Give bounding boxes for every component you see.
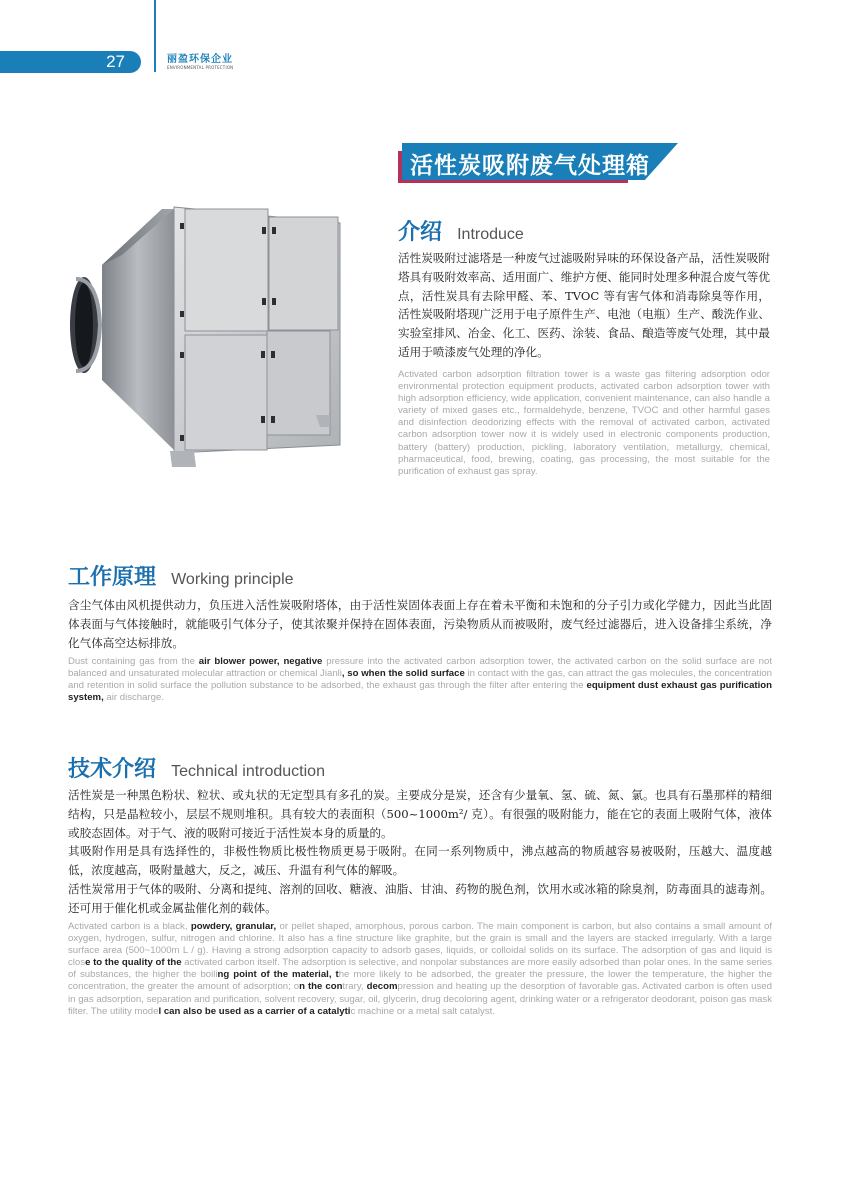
highlighted-text: powdery, granular, (190, 921, 277, 932)
text-run: Activated carbon is a black, (68, 921, 191, 932)
technical-paragraph-3: 活性炭常用于气体的吸附、分离和提纯、溶剂的回收、糖液、油脂、甘油、药物的脱色剂，饮用水或冰箱的除臭剂，防毒面具的滤毒剂。还可用于催化机或金属盐催化剂的载体。 (68, 881, 772, 915)
highlighted-text: ng point of the material, t (217, 969, 339, 981)
highlighted-text: n the con (299, 981, 343, 993)
highlighted-text: l can also be used as a carrier of a catalyti (158, 1005, 351, 1017)
section-heading-technical-introduction (68, 752, 325, 783)
product-title: 活性炭吸附废气处理箱 (410, 153, 650, 179)
heading-en: Technical introduction (171, 763, 325, 780)
technical-paragraph-2: 其吸附作用是具有选择性的，非极性物质比极性物质更易于吸附。在同一系列物质中，沸点越高的物质越容易被吸附，压越大、温度越低，浓度越高，吸附量越大，反之，减压、升温有利气体的解吸。 (68, 844, 772, 878)
highlighted-text: air blower power, negative (198, 656, 323, 667)
introduce-body-en: Activated carbon adsorption filtration tower is a waste gas filtering adsorption odor environmental protection equipment products, activated carbon adsorption tower with high adsorption efficiency, wide application, convenient maintenance, can also handle a variety of mixed gases etc., formaldehyde, benzene, TVOC and other harmful gases and disinfection deodorizing effects with the removal of activated carbon, activated carbon adsorption tower now it is widely used in electronic components production, battery (battery) production, pickling, laboratory ventilation, metallurgy, chemical, pharmaceutical, food, brewing, coating, gas processing, the most suitable for the purification of exhaust gas spray. (398, 369, 770, 477)
text-run: Dust containing gas from the (68, 656, 199, 667)
section-heading-working-principle (68, 560, 294, 591)
product-title-banner (398, 143, 678, 183)
carbon-box-illustration (62, 195, 362, 490)
text-run: air discharge. (103, 692, 164, 704)
brand-name-cn: 丽盈环保企业 (167, 54, 233, 65)
technical-body-cn (68, 786, 772, 918)
text-run: pressure into the activated carbon adsorption tower, the activated carbon on the solid surface are not balanced and unsaturated molecular attraction or chemical Jianli (68, 656, 772, 680)
working-body-en (68, 656, 772, 704)
heading-en: Introduce (457, 226, 524, 243)
text-run: trary, (342, 981, 367, 993)
text-run: or pellet shaped, amorphous, porous carbon. The main component is carbon, but also contains a small amount of oxygen, hydrogen, sulfur, nitrogen and chlorine. It also has a fine structure like graphite, but the grain is small and the layers are stacked irregularly. With a large surface area (500~1000m L / g). Having a strong adsorption capacity to adsorb gases, liquids, or colloidal solids on its surface. The adsorption of gas and liquid is clos (68, 921, 772, 969)
text-run: pression and heating up the desorption of favorable gas. Activated carbon is often used in gas adsorption, separation and purification, solvent recovery, sugar, oil, glycerin, drug decoloring agent, drinking water or a refrigerator deodorant, poison gas mask filter. The utility mode (68, 981, 772, 1017)
highlighted-text: e to the quality of the (85, 957, 182, 969)
product-image (62, 195, 362, 490)
highlighted-text: equipment dust exhaust gas purification system, (68, 680, 773, 704)
technical-body-en (68, 921, 772, 1018)
heading-en: Working principle (171, 571, 294, 588)
text-run: he more likely to be adsorbed, the greater the pressure, the lower the temperature, the higher the concentration, the greater the amount of adsorption; o (68, 969, 772, 993)
working-body-cn: 含尘气体由风机提供动力，负压进入活性炭吸附塔体，由于活性炭固体表面上存在着未平衡和未饱和的分子引力或化学健力，因此当此固体表面与气体接触时，就能吸引气体分子，使其浓聚并保持在固体表面，污染物质从而被吸附，废气经过滤器后，进入设备排尘系统，净化气体高空达标排放。 (68, 598, 772, 650)
text-run: in contact with the gas, can attract the gas molecules, the concentration and retention in solid surface the pollution substance to be adsorbed, the exhaust gas through the filter after entering the (68, 668, 772, 692)
technical-paragraph-1: 活性炭是一种黑色粉状、粒状、或丸状的无定型具有多孔的炭。主要成分是炭，还含有少量氧、氢、硫、氮、氯。也具有石墨那样的精细结构，只是晶粒较小，层层不规则堆积。具有较大的表面积（500~1000m²/ 克）。有很强的吸附能力，能在它的表面上吸附气体，液体或胶态固体。对于气、液的吸附可接近于活性炭本身的质量的。 (68, 788, 772, 840)
heading-cn: 技术介绍 (68, 757, 157, 782)
highlighted-text: , so when the solid surface (341, 668, 465, 680)
brand-logo (167, 54, 233, 71)
heading-cn: 工作原理 (68, 565, 157, 590)
heading-cn: 介绍 (398, 220, 443, 245)
page-number-tab: 27 (0, 51, 141, 73)
section-heading-introduce (398, 215, 524, 246)
text-run: c machine or a metal salt catalyst. (350, 1005, 495, 1017)
brand-name-en: ENVIRONMENTAL PROTECTION (167, 65, 234, 70)
text-run: activated carbon itself. The adsorption is selective, and nonpolar substances are more easily adsorbed than polar ones. In the same series of substances, the higher the boili (68, 957, 772, 981)
introduce-body-cn: 活性炭吸附过滤塔是一种废气过滤吸附异味的环保设备产品，活性炭吸附塔具有吸附效率高、适用面广、维护方便、能同时处理多种混合废气等优点，活性炭具有去除甲醛、苯、TVOC 等有害气体和消毒除臭等作用，活性炭吸附塔现广泛用于电子原件生产、电池（电瓶）生产、酸洗作业、实验室排风、冶金、化工、医药、涂装、食品、酿造等废气处理，其中最适用于喷漆废气处理的净化。 (398, 251, 770, 359)
header-divider-line (154, 0, 156, 72)
highlighted-text: decom (366, 981, 398, 993)
